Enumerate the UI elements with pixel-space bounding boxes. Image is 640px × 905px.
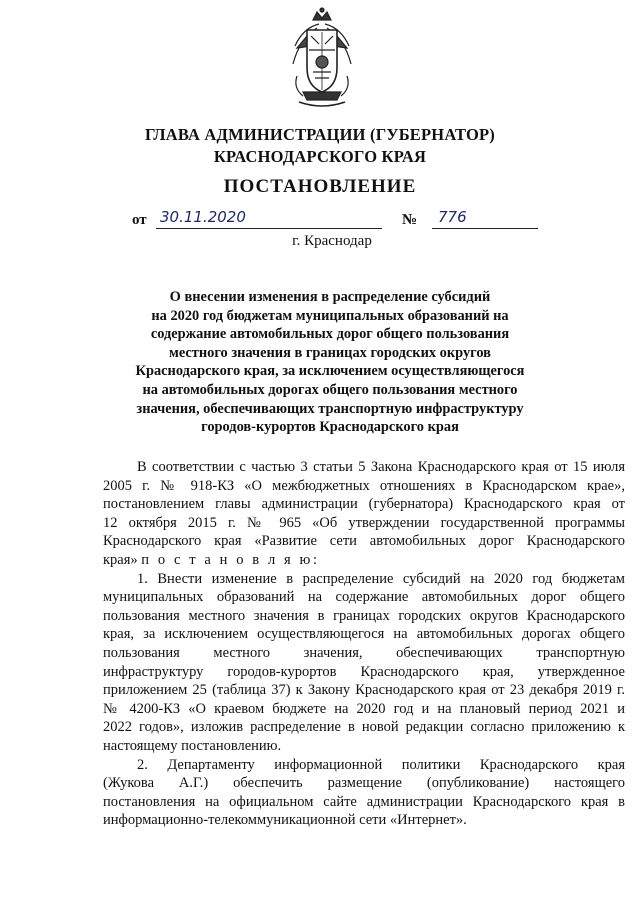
- decree-word: п о с т а н о в л я ю:: [141, 551, 320, 568]
- item1-line: пользования местного значения, обеспечивающих транспортную: [103, 644, 625, 661]
- issuing-authority-line1: ГЛАВА АДМИНИСТРАЦИИ (ГУБЕРНАТОР): [145, 125, 495, 144]
- item2-line: 2. Департаменту информационной политики Краснодарского края: [137, 756, 625, 773]
- document-title: [130, 288, 530, 437]
- item1-line: пользования местного значения в границах городских округов Краснодарского: [103, 607, 625, 624]
- title-line: Краснодарского края, за исключением осуществляющегося: [135, 363, 525, 380]
- title-line: на автомобильных дорогах общего пользования местного: [142, 381, 518, 398]
- document-date: 30.11.2020: [156, 206, 382, 229]
- title-line: О внесении изменения в распределение субсидий: [169, 289, 491, 305]
- item2-line: постановления на официальном сайте администрации Краснодарского края в: [103, 793, 625, 810]
- title-line: городов-курортов Краснодарского края: [201, 419, 459, 436]
- krasnodar-coat-of-arms-emblem: [289, 6, 355, 108]
- item1-line: муниципальных образований на содержание автомобильных дорог общего: [103, 589, 625, 606]
- document-body: [103, 458, 625, 830]
- item1-line: инфраструктуру городов-курортов Краснодарского края, утвержденное: [103, 663, 625, 680]
- document-number: 776: [432, 206, 538, 229]
- preamble-line: 12 октября 2015 г. № 965 «Об утверждении государственной программы: [103, 514, 625, 531]
- title-line: значения, обеспечивающих транспортную инфраструктуру: [136, 400, 524, 417]
- preamble-last-prefix: края»: [103, 551, 138, 568]
- preamble-line: 2005 г. № 918-КЗ «О межбюджетных отношениях в Краснодарском крае»,: [103, 477, 625, 494]
- preamble-line-decree: [103, 551, 625, 570]
- item1-line: № 4200-КЗ «О краевом бюджете на 2020 год и на плановый период 2021 и: [103, 700, 625, 717]
- item2-line: информационно-телекоммуникационной сети «Интернет».: [103, 812, 467, 829]
- document-type-heading: ПОСТАНОВЛЕНИЕ: [223, 176, 417, 197]
- preamble-line: В соответствии с частью 3 статьи 5 Закона Краснодарского края от 15 июля: [137, 459, 625, 475]
- preamble-line: Краснодарского края «Развитие сети автомобильных дорог Краснодарского: [103, 533, 625, 550]
- number-prefix-label: №: [402, 212, 418, 228]
- city-location: г. Краснодар: [292, 233, 372, 249]
- item1-line: приложением 25 (таблица 37) к Закону Краснодарского края от 23 декабря 2019 г.: [103, 682, 625, 699]
- item1-line: 2022 годов», изложив распределение в новой редакции согласно приложению к: [103, 719, 625, 736]
- item2-line: (Жукова А.Г.) обеспечить размещение (опубликование) настоящего: [103, 775, 625, 792]
- date-number-row: [132, 206, 532, 230]
- preamble-line: постановлением главы администрации (губернатора) Краснодарского края от: [103, 496, 625, 513]
- title-line: на 2020 год бюджетам муниципальных образований на: [151, 307, 509, 324]
- title-line: содержание автомобильных дорог общего пользования: [150, 326, 510, 343]
- title-line: местного значения в границах городских округов: [169, 344, 491, 361]
- issuing-authority-line2: КРАСНОДАРСКОГО КРАЯ: [213, 147, 427, 166]
- date-prefix-label: от: [132, 212, 147, 228]
- item1-line: настоящему постановлению.: [103, 737, 282, 754]
- item1-line: края, за исключением осуществляющегося на автомобильных дорогах общего: [103, 626, 625, 643]
- item1-line: 1. Внести изменение в распределение субсидий на 2020 год бюджетам: [137, 570, 625, 587]
